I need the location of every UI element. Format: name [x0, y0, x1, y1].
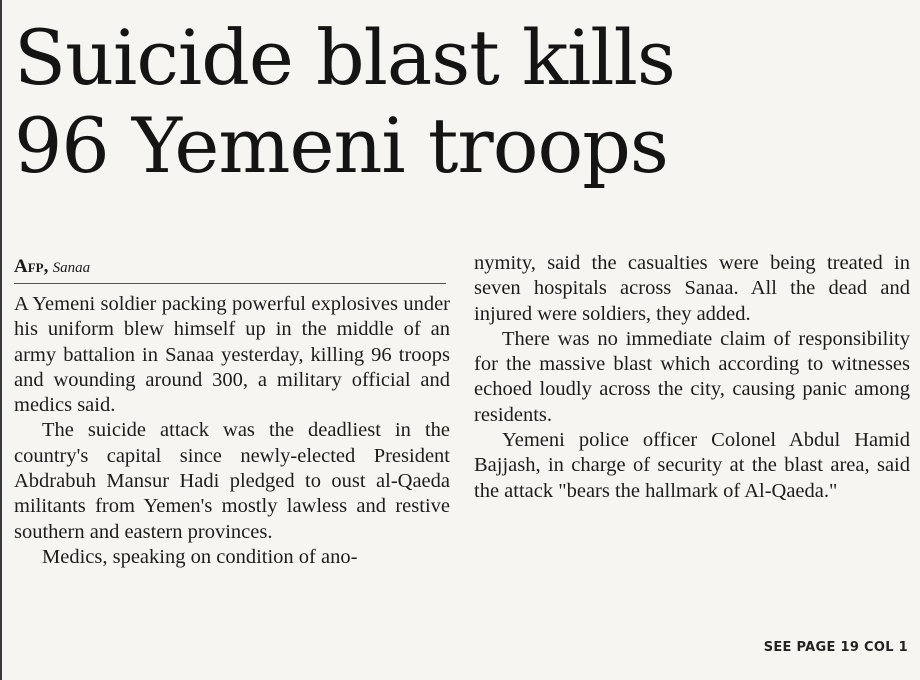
article-paragraph: A Yemeni soldier packing powerful explosives under his uniform blew himself up in the middle of an army battalion in Sanaa yesterday, killing 96 troops and wounding around 300, a military official and medics said. — [14, 293, 450, 417]
article-column-left — [14, 292, 450, 570]
article-paragraph: There was no immediate claim of responsibility for the massive blast which according to witnesses echoed loudly across the city, causing panic among residents. — [474, 327, 910, 426]
article-paragraph: Yemeni police officer Colonel Abdul Hamid Bajjash, in charge of security at the blast area, said the attack "bears the hallmark of Al-Qaeda." — [474, 429, 910, 502]
jump-line: SEE PAGE 19 COL 1 — [763, 640, 908, 655]
byline-place: Sanaa — [52, 260, 91, 276]
article-paragraph: Medics, speaking on condition of ano- — [42, 545, 358, 568]
article-column-right — [474, 251, 910, 504]
byline-agency: Afp, — [14, 256, 49, 277]
left-column-rule — [0, 0, 2, 680]
headline-line-2: 96 Yemeni troops — [14, 101, 668, 190]
headline-line-1: Suicide blast kills — [14, 13, 675, 102]
byline — [14, 256, 446, 284]
article-paragraph: nymity, said the casualties were being treated in seven hospitals across Sanaa. All the dead and injured were soldiers, they added. — [474, 252, 910, 325]
article-paragraph: The suicide attack was the deadliest in the country's capital since newly-elected President Abdrabuh Mansur Hadi pledged to oust al-Qaeda militants from Yemen's mostly lawless and restive southern and eastern provinces. — [14, 419, 450, 543]
headline — [14, 14, 914, 190]
